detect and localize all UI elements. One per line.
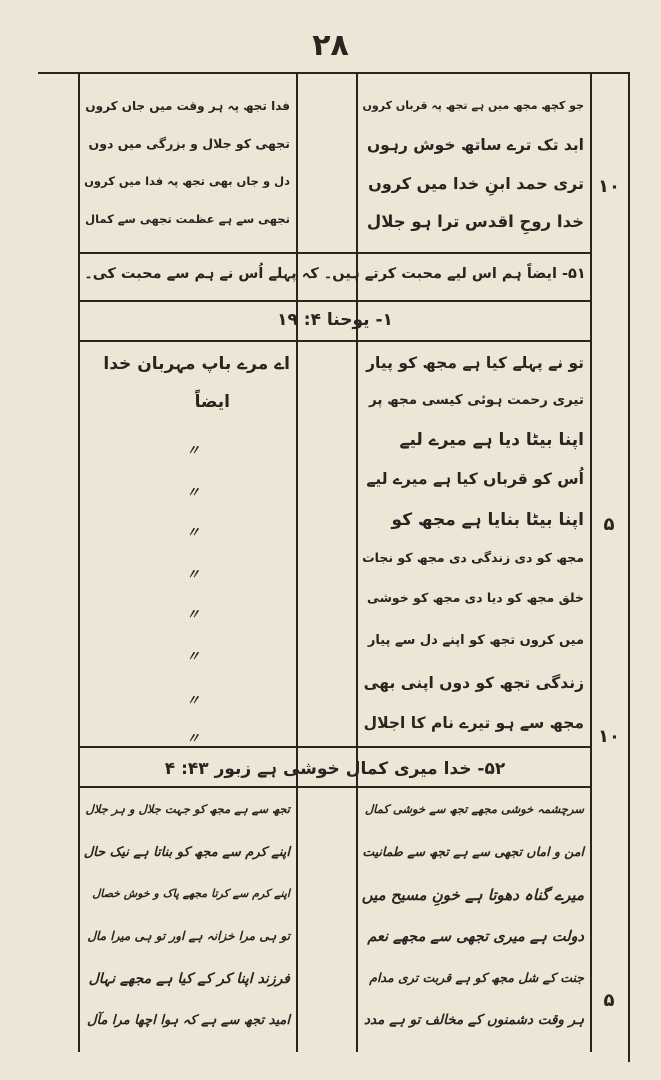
verse-line: جنت کے شل مجھ کو ہے قربت تری مدام [369, 970, 584, 985]
ditto-mark: 〃 [186, 525, 200, 541]
verse-line: ہر وقت دشمنوں کے مخالف تو ہے مدد [364, 1012, 584, 1028]
hymn-heading: ۵۲- خدا میری کمال خوشی ہے زبور ۴۳: ۴ [164, 759, 506, 779]
verse-line: دولت ہے میری تجھی سے مجھے نعم [367, 929, 584, 945]
verse-line: تجھ سے ہے مجھ کو جہت جلال و ہر جلال [85, 802, 290, 816]
verse-line: اپنا بیٹا دیا ہے میرے لیے [399, 430, 584, 450]
hymn-stanza-left [84, 792, 290, 1052]
ditto-mark: 〃 [186, 607, 200, 623]
verse-line: تجھی کو جلال و بزرگی میں دوں [88, 136, 290, 151]
table-border-number-column [590, 72, 592, 1052]
verse-number: ۱۰ [598, 176, 620, 197]
verse-line: دل و جاں بھی تجھ پہ فدا میں کروں [84, 174, 290, 188]
ditto-mark: 〃 [186, 649, 200, 665]
page-number: ۲۸ [312, 28, 349, 63]
ditto-mark: 〃 [186, 485, 200, 501]
row-divider [78, 300, 592, 302]
scripture-reference: ۱- یوحنا ۴: ۱۹ [277, 310, 393, 330]
verse-number: ۵ [603, 990, 615, 1011]
row-divider [78, 340, 592, 342]
hymn-heading: ۵۱- ایضاً ہم اس لیے محبت کرتے ہیں۔ کہ پہلے اُس نے ہم سے محبت کی۔ [84, 266, 586, 282]
verse-number: ۱۰ [598, 726, 620, 747]
hymn-stanza-right [362, 346, 584, 742]
row-divider [78, 786, 592, 788]
hymn-stanza-right [362, 792, 584, 1052]
verse-line: خدا روحِ اقدس ترا ہو جلال [366, 212, 584, 231]
verse-line: تو نے پہلے کیا ہے مجھ کو پیار [366, 354, 584, 372]
ditto-mark: 〃 [186, 443, 200, 459]
table-border-mid-right [356, 72, 358, 1052]
verse-line: امن و اماں تجھی سے ہے تجھ سے طمانیت [362, 844, 584, 859]
verse-line: مجھ سے ہو تیرے نام کا اجلال [363, 714, 584, 732]
verse-line: زندگی تجھ کو دوں اپنی بھی [363, 674, 584, 692]
verse-line: جو کچھ مجھ میں ہے تجھ پہ قرباں کروں [362, 99, 584, 112]
verse-line: تجھی سے ہے عظمت تجھی سے کمال [85, 212, 290, 226]
verse-line: فرزند اپنا کر کے کیا ہے مجھے نہال [88, 971, 290, 987]
verse-line: تو ہی مرا خزانہ ہے اور تو ہی میرا مال [87, 929, 290, 943]
verse-line: مجھ کو دی زندگی دی مجھ کو نجات [362, 550, 584, 565]
verse-line: اُس کو قرباں کیا ہے میرے لیے [366, 470, 584, 488]
table-border-mid-left [296, 72, 298, 1052]
hymn-stanza-left [84, 90, 290, 250]
verse-line: میرے گناہ دھوتا ہے خونِ مسیح میں [361, 886, 584, 904]
table-border-outer-left [78, 72, 80, 1052]
verse-line: فدا تجھ پہ ہر وقت میں جاں کروں [85, 99, 290, 113]
verse-line: امید تجھ سے ہے کہ ہوا اچھا مرا مآل [87, 1013, 290, 1028]
verse-line: خلق مجھ کو دیا دی مجھ کو خوشی [366, 590, 584, 605]
ditto-mark: 〃 [186, 731, 200, 747]
verse-number: ۵ [603, 514, 615, 535]
verse-line: اپنے کرم سے مجھ کو بناتا ہے نیک حال [83, 845, 290, 860]
verse-line: تری حمد ابنِ خدا میں کروں [368, 174, 584, 193]
verse-line: سرچشمہ خوشی مجھے تجھ سے خوشی کمال [364, 802, 584, 816]
verse-line: اپنے کرم سے کرتا مجھے پاک و خوش خصال [92, 887, 290, 900]
hymn-stanza-right [362, 90, 584, 250]
hymn-stanza-left [84, 346, 290, 742]
table-border-outer-right [628, 72, 630, 1062]
verse-line: اے مرے باپ مہربان خدا [103, 354, 290, 374]
verse-line: میں کروں تجھ کو اپنے دل سے پیار [367, 633, 584, 648]
ditto-mark: 〃 [186, 567, 200, 583]
row-divider [78, 252, 592, 254]
row-divider [78, 746, 592, 748]
verse-line: ایضاً [194, 392, 230, 412]
verse-line: ابد تک ترے ساتھ خوش رہوں [366, 136, 584, 154]
verse-line: تیری رحمت ہوئی کیسی مجھ پر [369, 392, 584, 408]
verse-line: اپنا بیٹا بنایا ہے مجھ کو [391, 510, 584, 530]
ditto-mark: 〃 [186, 693, 200, 709]
